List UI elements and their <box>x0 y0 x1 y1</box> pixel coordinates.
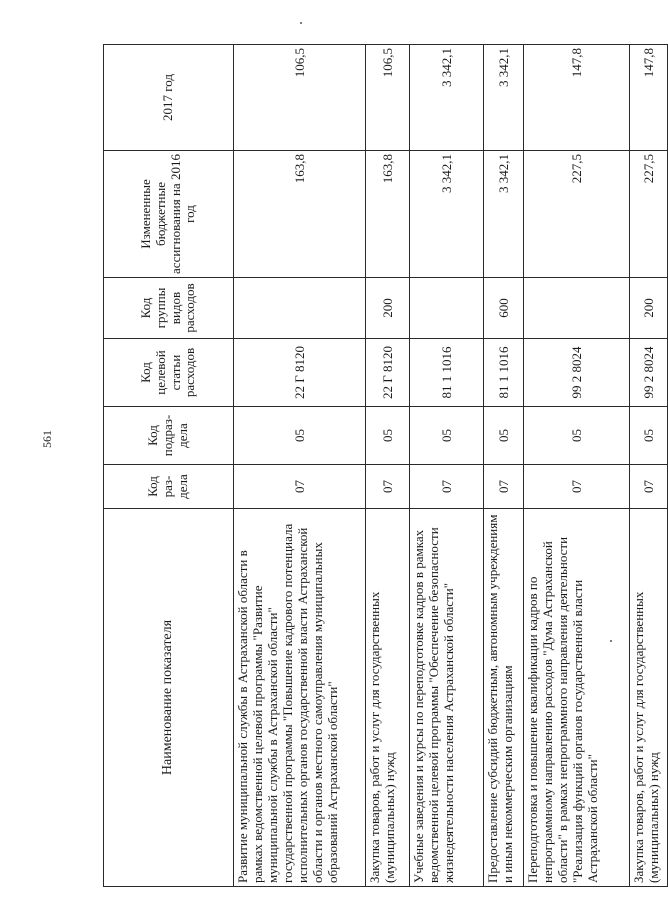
page-number: 561 <box>40 430 54 448</box>
row-changed-2016: 163,8 <box>234 151 366 278</box>
table-header-row <box>104 45 234 887</box>
row-target: 22 Г 8120 <box>234 339 366 407</box>
row-razdel: 07 <box>234 465 366 509</box>
header-group: Код группы видов расходов <box>104 278 234 339</box>
row-2017: 106,5 <box>234 45 366 151</box>
header-podrazdel: Код подраз-дела <box>104 407 234 465</box>
table-row <box>366 45 410 887</box>
header-razdel: Код раз-дела <box>104 465 234 509</box>
row-podrazdel: 05 <box>524 407 630 465</box>
row-target: 99 2 8024 <box>630 339 668 407</box>
row-group: 600 <box>484 278 524 339</box>
row-2017: 147,8 <box>524 45 630 151</box>
row-2017: 106,5 <box>366 45 410 151</box>
row-group <box>524 278 630 339</box>
row-name: Развитие муниципальной службы в Астраханской области в рамках ведомственной целевой программы "Развитие муниципальной службы в Астраханской области" государственной программы "Повышение кадрового потенциала исполнительных органов государственной власти Астраханской области и органов местного самоуправления муниципальных образований Астраханской области" <box>234 509 366 887</box>
row-target: 22 Г 8120 <box>366 339 410 407</box>
row-2017: 3 342,1 <box>484 45 524 151</box>
row-name: Учебные заведения и курсы по переподготовке кадров в рамках ведомственной целевой программы "Обеспечение безопасности жизнедеятельности населения Астраханской области" <box>410 509 484 887</box>
table-row <box>630 45 668 887</box>
row-podrazdel: 05 <box>484 407 524 465</box>
table-row <box>484 45 524 887</box>
scan-speck <box>300 22 302 24</box>
row-razdel: 07 <box>630 465 668 509</box>
row-target: 81 1 1016 <box>410 339 484 407</box>
row-changed-2016: 3 342,1 <box>410 151 484 278</box>
row-changed-2016: 3 342,1 <box>484 151 524 278</box>
row-podrazdel: 05 <box>366 407 410 465</box>
row-podrazdel: 05 <box>630 407 668 465</box>
row-name: Закупка товаров, работ и услуг для государственных (муниципальных) нужд <box>630 509 668 887</box>
row-group <box>234 278 366 339</box>
row-group <box>410 278 484 339</box>
row-razdel: 07 <box>410 465 484 509</box>
row-name: Переподготовка и повышение квалификации кадров по непрограммному направлению расходов "Дума Астраханской области" в рамках непрограммного направления деятельности "Реализация функций органов государственной власти Астраханской области" <box>524 509 630 887</box>
table-row <box>524 45 630 887</box>
row-podrazdel: 05 <box>410 407 484 465</box>
row-podrazdel: 05 <box>234 407 366 465</box>
budget-table <box>103 44 668 887</box>
rotated-table-container <box>103 45 662 887</box>
row-razdel: 07 <box>484 465 524 509</box>
table-row <box>234 45 366 887</box>
header-name: Наименование показателя <box>104 509 234 887</box>
row-group: 200 <box>366 278 410 339</box>
row-changed-2016: 163,8 <box>366 151 410 278</box>
row-name: Предоставление субсидий бюджетным, автономным учреждениям и иным некоммерческим организациям <box>484 509 524 887</box>
row-changed-2016: 227,5 <box>524 151 630 278</box>
header-2017: 2017 год <box>104 45 234 151</box>
row-target: 81 1 1016 <box>484 339 524 407</box>
row-2017: 3 342,1 <box>410 45 484 151</box>
row-target: 99 2 8024 <box>524 339 630 407</box>
table-row <box>410 45 484 887</box>
row-changed-2016: 227,5 <box>630 151 668 278</box>
row-name: Закупка товаров, работ и услуг для государственных (муниципальных) нужд <box>366 509 410 887</box>
header-target: Код целевой статьи расходов <box>104 339 234 407</box>
row-razdel: 07 <box>524 465 630 509</box>
row-2017: 147,8 <box>630 45 668 151</box>
header-changed-2016: Измененные бюджетные ассигнования на 2016 год <box>104 151 234 278</box>
row-group: 200 <box>630 278 668 339</box>
row-razdel: 07 <box>366 465 410 509</box>
